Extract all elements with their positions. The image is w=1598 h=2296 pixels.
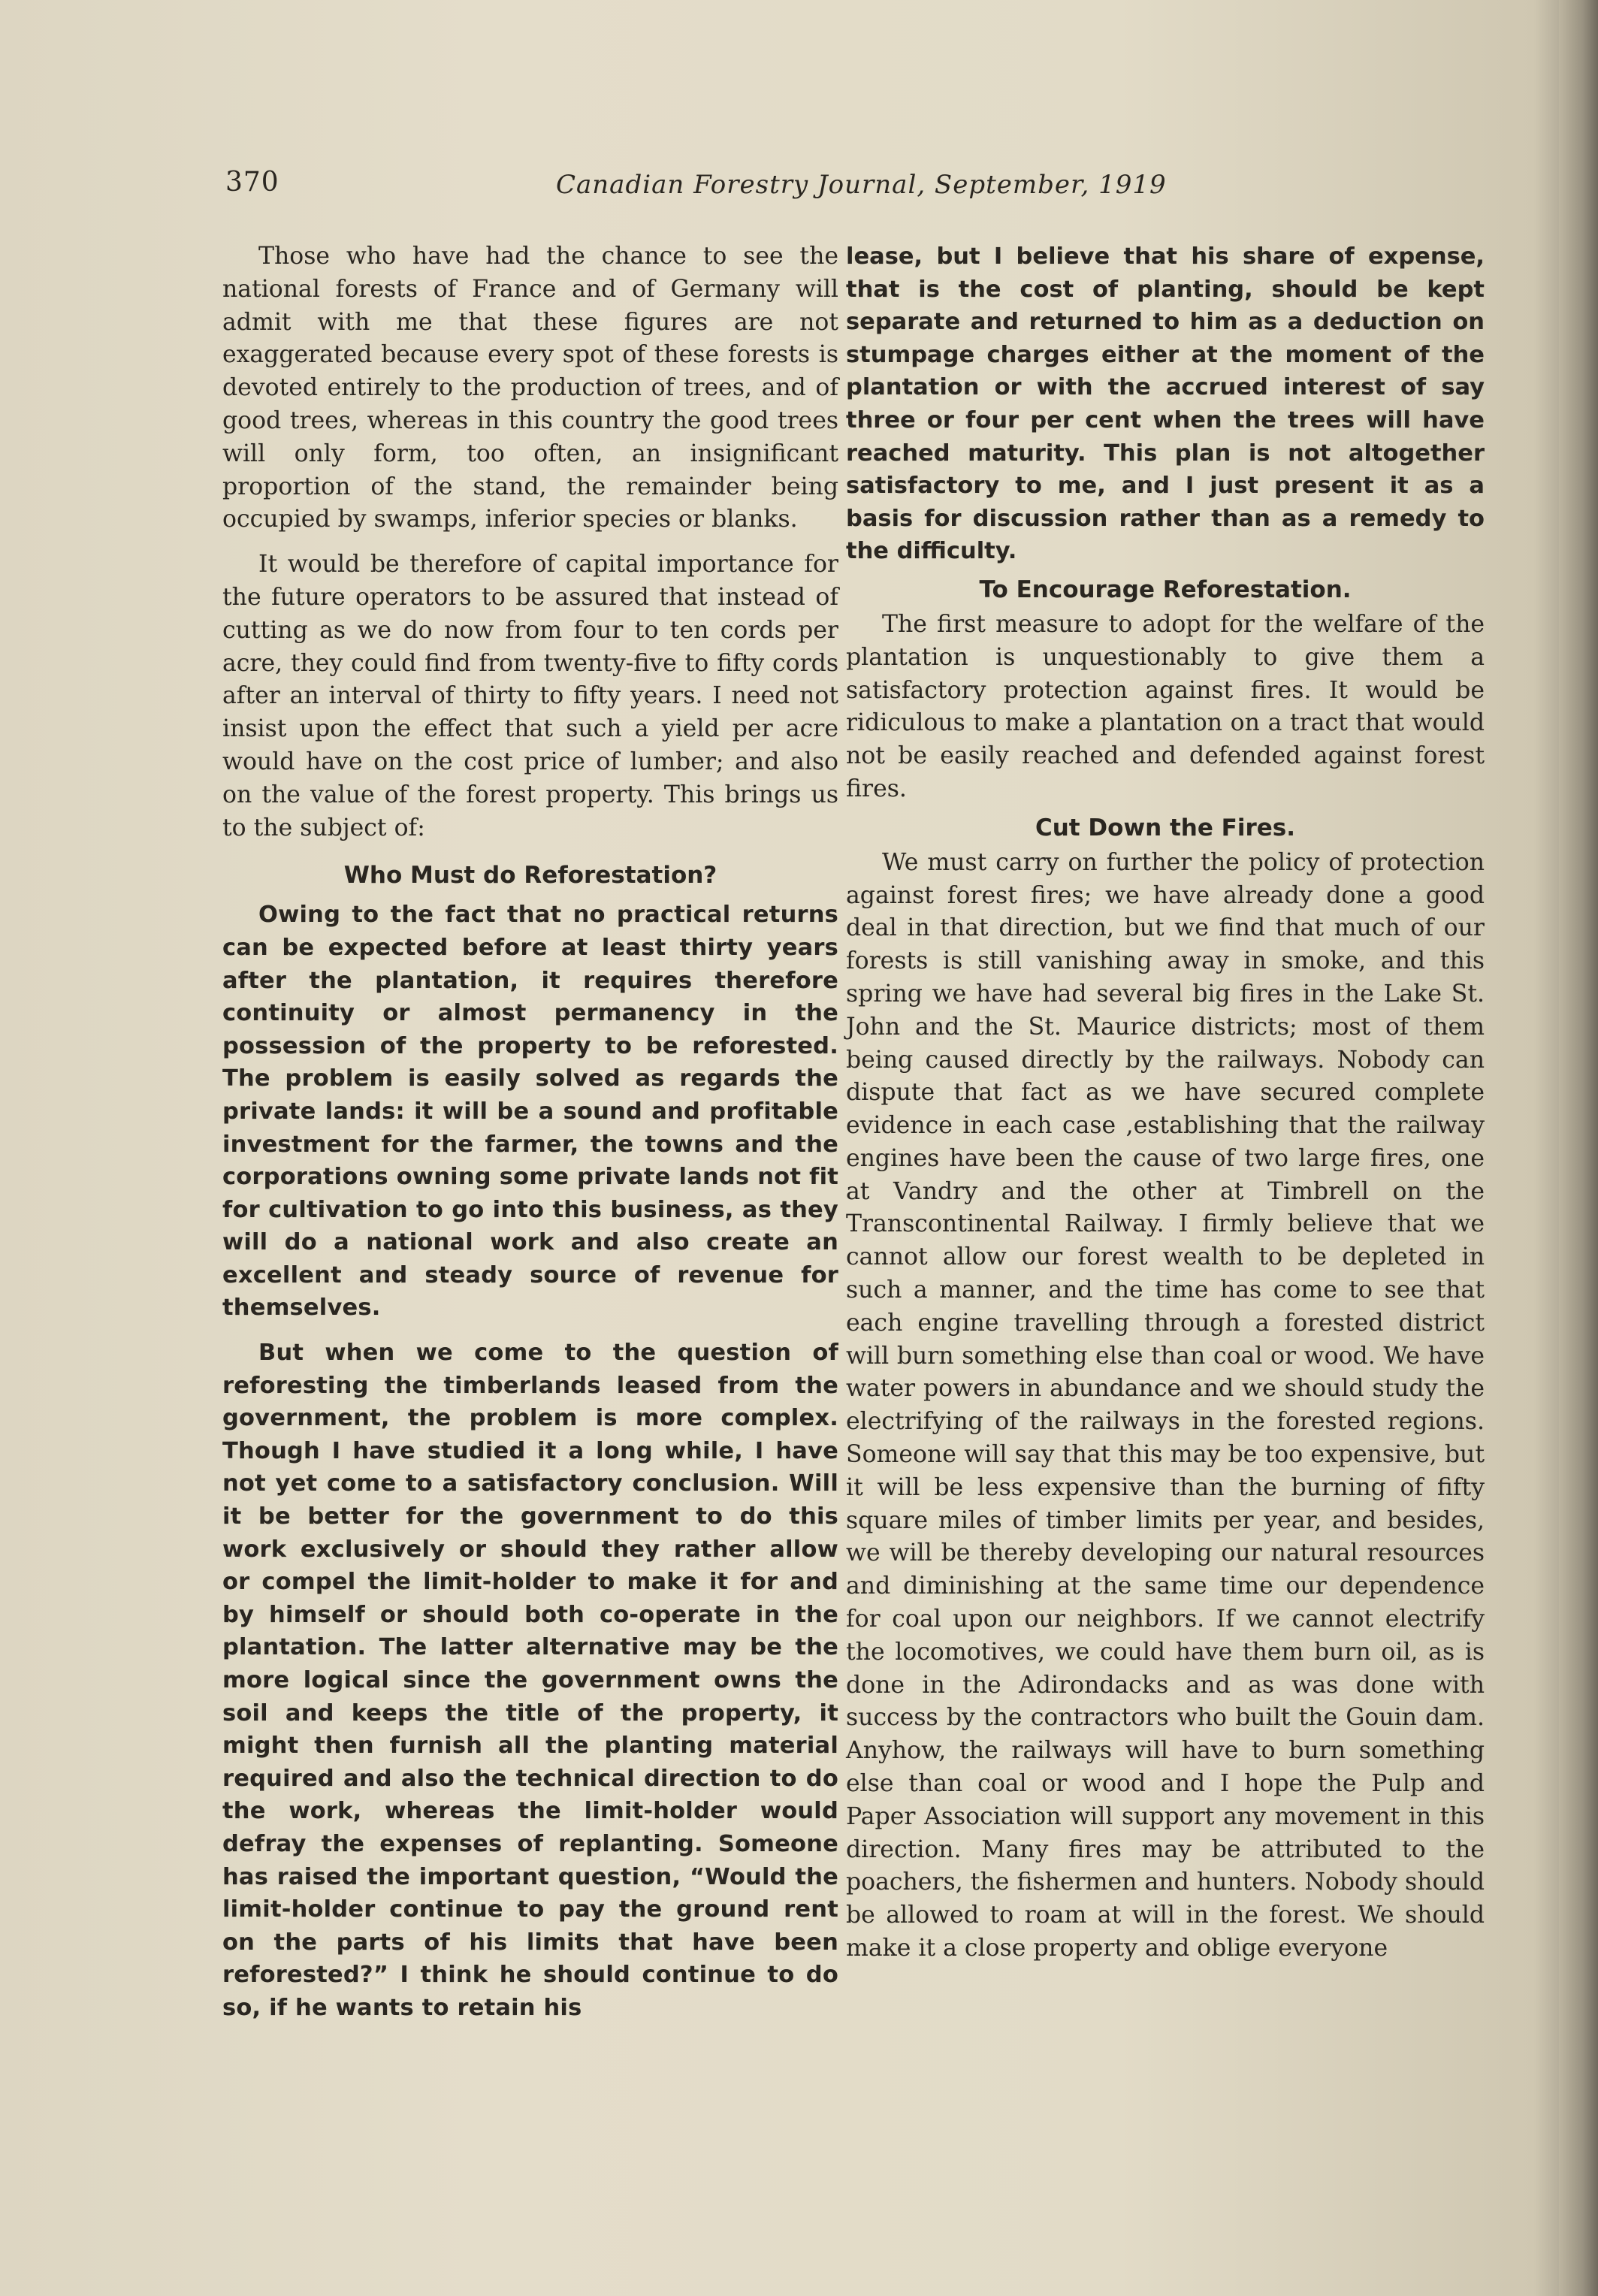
page-binding-edge — [1559, 0, 1598, 2296]
right-column — [846, 240, 1485, 1965]
left-column — [222, 240, 838, 2025]
paragraph-4-bold: But when we come to the question of reforesting the timberlands leased from the government, the problem is more complex. Though I have studied it a long while, I have not yet come to a satisfactory conclusion. Will it be better for the government to do this work exclusively or should they rather allow or compel the limit-holder to make it for and by himself or should both co-operate in the plantation. The latter alternative may be the more logical since the government owns the soil and keeps the title of the property, it might then furnish all the planting material required and also the technical direction to do the work, whereas the limit-holder would defray the expenses of replanting. Someone has raised the important question, “Would the limit-holder continue to pay the ground rent on the parts of his limits that have been reforested?” I think he should continue to do so, if he wants to retain his — [222, 1340, 838, 2021]
section-heading-encourage-reforestation: To Encourage Reforestation. — [979, 576, 1352, 603]
paragraph-1: Those who have had the chance to see the national forests of France and of Germany will admit with me that these figures are not exaggerated because every spot of these forests is devoted entirely to the production of trees, and of good trees, whereas in this country the good trees will only form, too often, an insignificant proportion of the stand, the remainder being occupied by swamps, inferior species or blanks. — [222, 243, 838, 533]
paragraph-fire-protection: The first measure to adopt for the welfare of the plantation is unquestionably to give them a satisfactory protection against fires. It would be ridiculous to make a plantation on a tract that would not be easily reached and defended against forest fires. — [846, 610, 1485, 802]
page-number: 370 — [225, 167, 279, 198]
section-heading-who-must-reforest: Who Must do Reforestation? — [343, 862, 717, 890]
page-header — [225, 167, 1352, 212]
paragraph-3-bold: Owing to the fact that no practical returns can be expected before at least thirty years after the plantation, it requires therefore continuity or almost permanency in the possession of the property to be reforested. The problem is easily solved as regards the private lands: it will be a sound and profitable investment for the farmer, the towns and the corporations owning some private lands not fit for cultivation to go into this business, as they will do a national work and also create an excellent and steady source of revenue for themselves. — [222, 902, 838, 1322]
paragraph-2: It would be therefore of capital importance for the future operators to be assured that instead of cutting as we do now from four to ten cords per acre, they could find from twenty-five to fifty cords after an interval of thirty to fifty years. I need not insist upon the effect that such a yield per acre would have on the cost price of lumber; and also on the value of the forest property. This brings us to the subject of: — [222, 551, 838, 841]
paragraph-continued-bold: lease, but I believe that his share of expense, that is the cost of planting, should be kept separate and returned to him as a deduction on stumpage charges either at the moment of the plantation or with the accrued interest of say three or four per cent when the trees will have reached maturity. This plan is not altogether satisfactory to me, and I just present it as a basis for discussion rather than as a remedy to the difficulty. — [846, 243, 1485, 565]
running-title: Canadian Forestry Journal, September, 1919 — [556, 170, 1167, 200]
section-heading-cut-down-fires: Cut Down the Fires. — [1035, 814, 1295, 841]
paragraph-railway-fires: We must carry on further the policy of protection against forest fires; we have already done a good deal in that direction, but we find that much of our forests is still vanishing away in smoke, and this spring we have had several big fires in the Lake St. John and the St. Maurice districts; most of them being caused directly by the railways. Nobody can dispute that fact as we have secured complete evidence in each case ,establishing that the railway engines have been the cause of two large fires, one at Vandry and the other at Timbrell on the Transcontinental Railway. I firmly believe that we cannot allow our forest wealth to be depleted in such a manner, and the time has come to see that each engine travelling through a forested district will burn something else than coal or wood. We have water powers in abundance and we should study the electrifying of the railways in the forested regions. Someone will say that this may be too expensive, but it will be less expensive than the burning of fifty square miles of timber limits per year, and besides, we will be thereby developing our natural resources and diminishing at the same time our dependence for coal upon our neighbors. If we cannot electrify the locomotives, we could have them burn oil, as is done in the Adirondacks and as was done with success by the contractors who built the Gouin dam. Anyhow, the railways will have to burn something else than coal or wood and I hope the Pulp and Paper Association will support any movement in this direction. Many fires may be attributed to the poachers, the fishermen and hunters. Nobody should be allowed to roam at will in the forest. We should make it a close property and oblige everyone — [846, 848, 1485, 1962]
